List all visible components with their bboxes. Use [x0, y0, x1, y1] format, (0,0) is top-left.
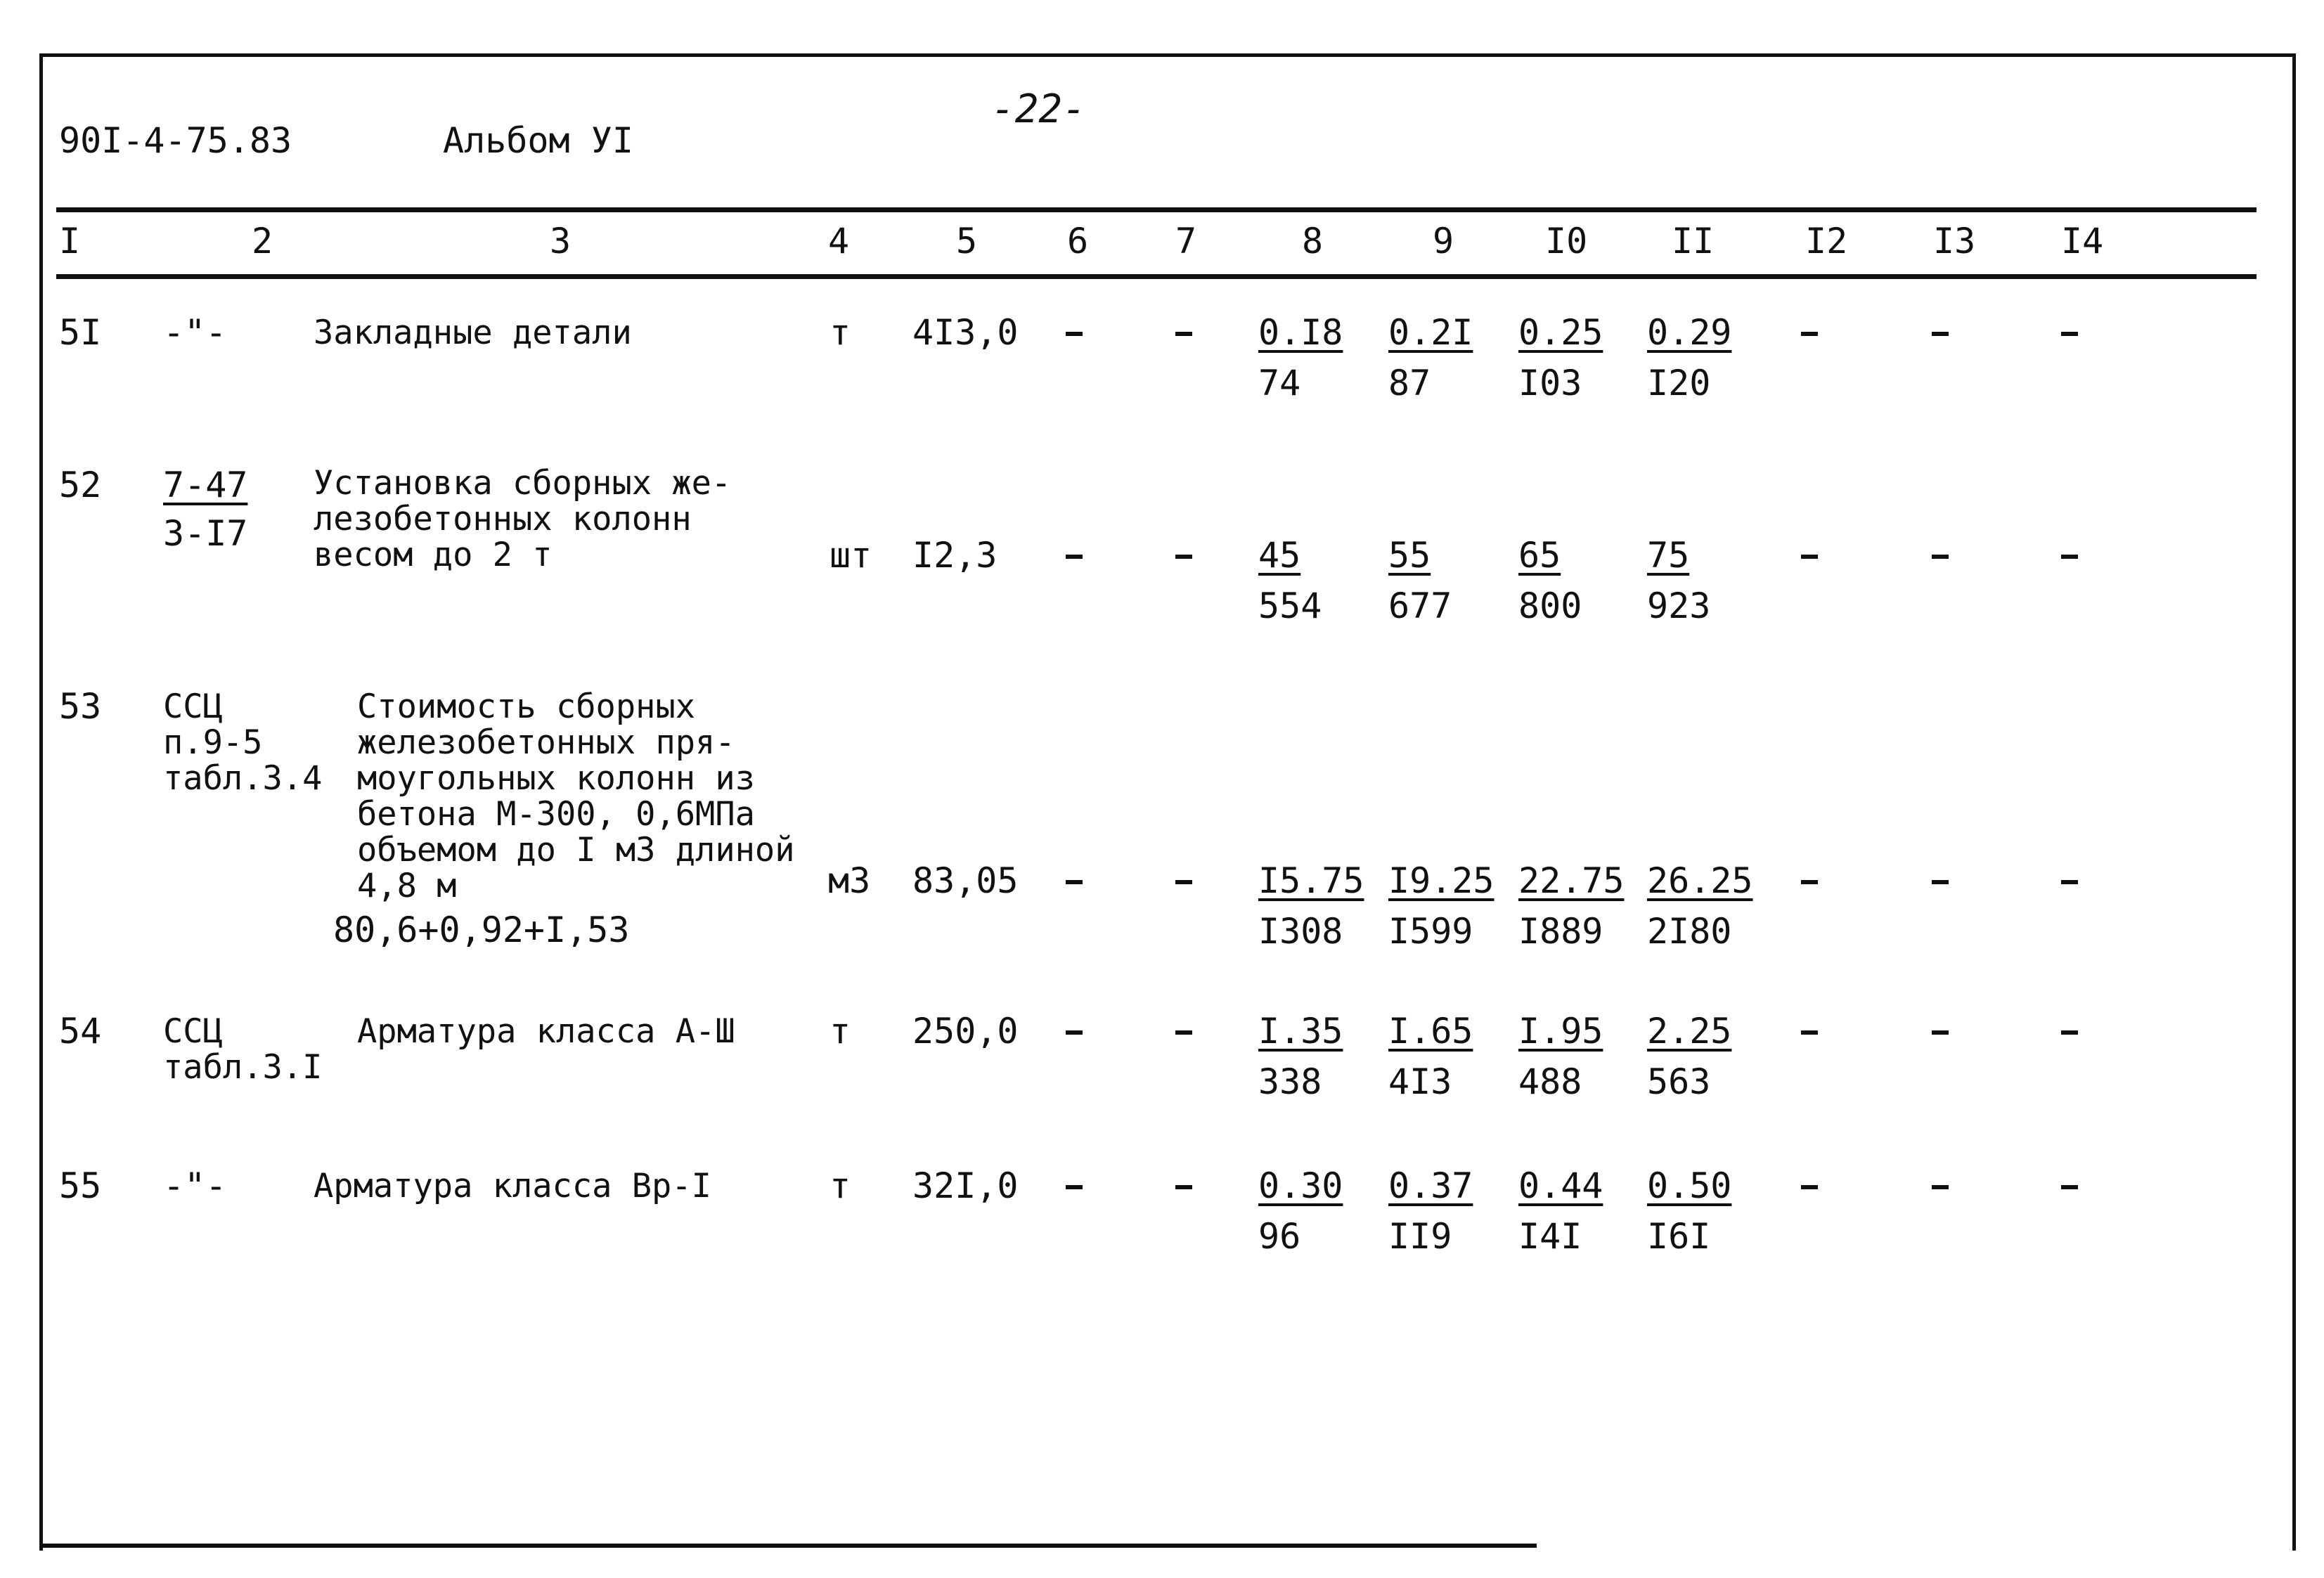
cost-col11-bottom: I6I — [1647, 1216, 1711, 1257]
row-col14-dash — [2061, 555, 2078, 559]
cost-col9-bottom: 677 — [1388, 586, 1452, 626]
row-reference-top: 7-47 — [163, 465, 248, 505]
cost-col8-bottom: 338 — [1258, 1061, 1322, 1102]
row-quantity: 83,05 — [912, 860, 1019, 901]
row-col6-dash — [1066, 555, 1083, 559]
cost-col9-bottom: 87 — [1388, 363, 1431, 403]
cost-col8-bottom: 96 — [1258, 1216, 1301, 1257]
row-col14-dash — [2061, 332, 2078, 336]
row-quantity: 250,0 — [912, 1011, 1019, 1052]
document-code: 90I-4-75.83 — [59, 120, 292, 161]
cost-col10-top: 0.25 — [1518, 312, 1603, 353]
page-number: -22- — [991, 86, 1086, 132]
row-col12-dash — [1801, 332, 1818, 336]
row-description: Установка сборных же- лезобетонных колонн весом до 2 т — [314, 464, 732, 574]
header-bottom-rule — [56, 274, 2257, 279]
row-unit: т — [829, 312, 851, 353]
row-quantity: I2,3 — [912, 535, 998, 576]
cost-col8-bottom: 74 — [1258, 363, 1301, 403]
cost-col10-bottom: I889 — [1518, 911, 1603, 952]
cost-col10-top: 0.44 — [1518, 1165, 1603, 1206]
row-col6-dash — [1066, 1185, 1083, 1189]
cost-col8-top: 45 — [1258, 535, 1301, 576]
row-col12-dash — [1801, 1030, 1818, 1035]
cost-col9-top: 0.37 — [1388, 1165, 1473, 1206]
album-label: Альбом УI — [443, 120, 633, 161]
cost-col10-bottom: 488 — [1518, 1061, 1582, 1102]
row-quantity: 4I3,0 — [912, 312, 1019, 353]
cost-col8-top: I5.75 — [1258, 860, 1364, 901]
cost-col9-bottom: II9 — [1388, 1216, 1452, 1257]
cost-col11-top: 75 — [1647, 535, 1690, 576]
col-header-14: I4 — [2061, 221, 2104, 261]
row-formula: 80,6+0,92+I,53 — [333, 910, 630, 950]
cost-col9-top: 0.2I — [1388, 312, 1473, 353]
cost-col9-top: I.65 — [1388, 1011, 1473, 1052]
row-description: Арматура класса Вр-I — [314, 1167, 711, 1205]
col-header-7: 7 — [1175, 221, 1197, 261]
row-col12-dash — [1801, 880, 1818, 884]
cost-col8-bottom: 554 — [1258, 586, 1322, 626]
col-header-8: 8 — [1302, 221, 1324, 261]
row-unit: м3 — [828, 860, 871, 901]
cost-col11-bottom: 563 — [1647, 1061, 1711, 1102]
cost-col11-bottom: 2I80 — [1647, 911, 1732, 952]
row-unit: т — [829, 1165, 851, 1206]
col-header-11: II — [1672, 221, 1715, 261]
row-col6-dash — [1066, 880, 1083, 884]
cost-col10-top: 22.75 — [1518, 860, 1625, 901]
cost-col10-bottom: I4I — [1518, 1216, 1582, 1257]
cost-col9-top: 55 — [1388, 535, 1431, 576]
cost-col8-top: 0.I8 — [1258, 312, 1343, 353]
header-top-rule — [56, 207, 2257, 212]
col-header-2: 2 — [252, 221, 273, 261]
row-col7-dash — [1175, 1185, 1192, 1189]
row-col12-dash — [1801, 1185, 1818, 1189]
row-number: 5I — [59, 312, 102, 353]
row-col13-dash — [1932, 555, 1949, 559]
row-col14-dash — [2061, 1030, 2078, 1035]
row-reference: ССЦ табл.3.I — [163, 1012, 323, 1087]
col-header-5: 5 — [956, 221, 978, 261]
row-col13-dash — [1932, 880, 1949, 884]
row-col7-dash — [1175, 332, 1192, 336]
col-header-12: I2 — [1805, 221, 1848, 261]
cost-col10-top: I.95 — [1518, 1011, 1603, 1052]
cost-col11-top: 26.25 — [1647, 860, 1753, 901]
row-description: Закладные детали — [314, 313, 632, 352]
row-col13-dash — [1932, 1030, 1949, 1035]
row-col14-dash — [2061, 880, 2078, 884]
row-number: 55 — [59, 1165, 102, 1206]
cost-col11-bottom: I20 — [1647, 363, 1711, 403]
cost-col10-bottom: I03 — [1518, 363, 1582, 403]
row-unit: т — [829, 1011, 851, 1052]
cost-col8-top: 0.30 — [1258, 1165, 1343, 1206]
row-col7-dash — [1175, 880, 1192, 884]
cost-col11-top: 2.25 — [1647, 1011, 1732, 1052]
row-description: Стоимость сборных железобетонных пря- моугольных колонн из бетона М-300, 0,6МПа объемом до I м3 длиной 4,8 м — [357, 687, 795, 905]
col-header-10: I0 — [1545, 221, 1588, 261]
row-number: 54 — [59, 1011, 102, 1052]
cost-col11-top: 0.50 — [1647, 1165, 1732, 1206]
cost-col11-top: 0.29 — [1647, 312, 1732, 353]
row-number: 53 — [59, 686, 102, 727]
col-header-9: 9 — [1433, 221, 1454, 261]
cost-col11-bottom: 923 — [1647, 586, 1711, 626]
col-header-4: 4 — [828, 221, 850, 261]
row-col12-dash — [1801, 555, 1818, 559]
col-header-6: 6 — [1067, 221, 1089, 261]
bottom-border — [39, 1544, 1537, 1548]
row-col7-dash — [1175, 555, 1192, 559]
row-col14-dash — [2061, 1185, 2078, 1189]
row-reference: -"- — [163, 312, 227, 353]
cost-col9-top: I9.25 — [1388, 860, 1495, 901]
row-col13-dash — [1932, 332, 1949, 336]
row-col6-dash — [1066, 332, 1083, 336]
cost-col8-top: I.35 — [1258, 1011, 1343, 1052]
row-col13-dash — [1932, 1185, 1949, 1189]
row-unit: шт — [829, 535, 872, 576]
cost-col8-bottom: I308 — [1258, 911, 1343, 952]
cost-col9-bottom: 4I3 — [1388, 1061, 1452, 1102]
row-description: Арматура класса А-Ш — [357, 1012, 735, 1051]
row-reference: ССЦ п.9-5 табл.3.4 — [163, 687, 323, 798]
row-col6-dash — [1066, 1030, 1083, 1035]
col-header-1: I — [59, 221, 81, 261]
col-header-13: I3 — [1933, 221, 1976, 261]
row-reference-bottom: 3-I7 — [163, 513, 248, 554]
cost-col9-bottom: I599 — [1388, 911, 1473, 952]
col-header-3: 3 — [550, 221, 572, 261]
row-col7-dash — [1175, 1030, 1192, 1035]
row-reference: -"- — [163, 1165, 227, 1206]
cost-col10-top: 65 — [1518, 535, 1561, 576]
row-number: 52 — [59, 465, 102, 505]
row-quantity: 32I,0 — [912, 1165, 1019, 1206]
cost-col10-bottom: 800 — [1518, 586, 1582, 626]
